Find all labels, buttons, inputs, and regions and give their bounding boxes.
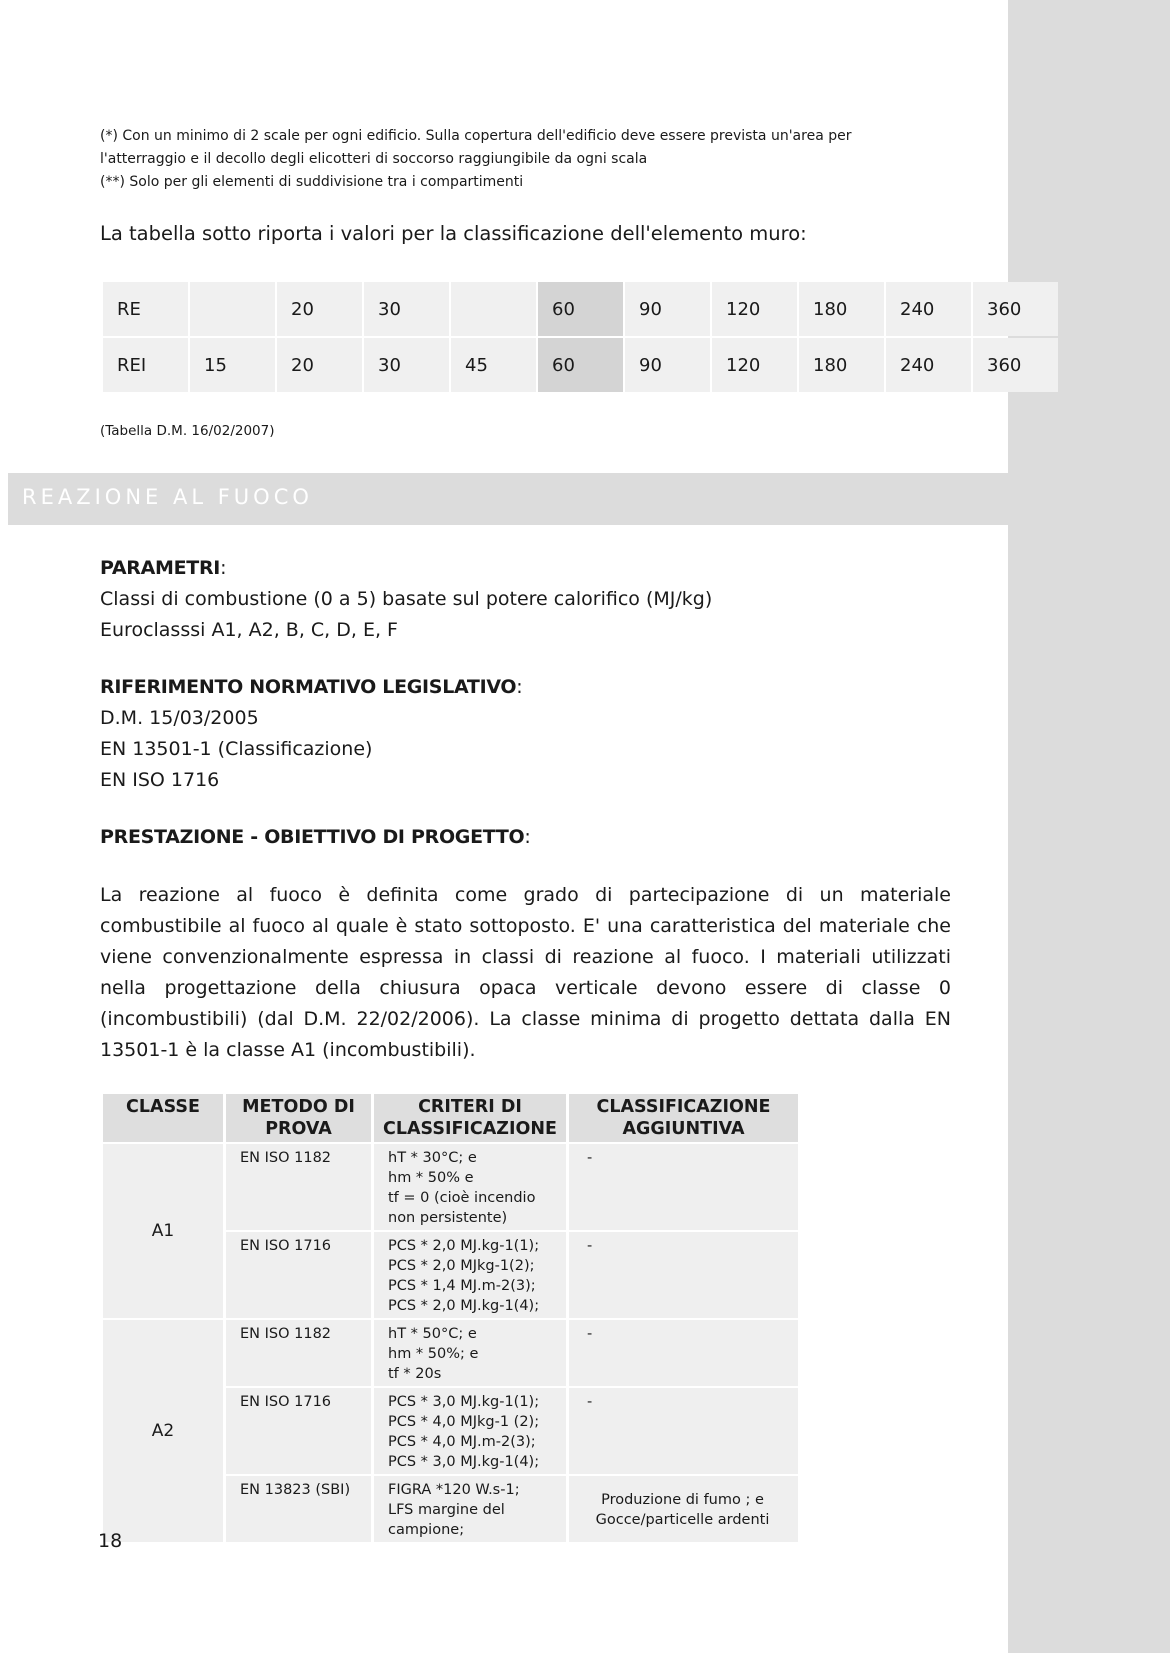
parametri-heading: PARAMETRI [100,557,221,579]
prestazione-block: PRESTAZIONE - OBIETTIVO DI PROGETTO: [100,826,531,848]
header-classe: CLASSE [103,1094,223,1142]
test-method: EN ISO 1716 [226,1388,371,1474]
criteria-cell [374,1144,566,1230]
test-method: EN ISO 1716 [226,1232,371,1318]
durability-table [101,280,1060,394]
table-cell: 90 [625,282,710,336]
table-cell: 30 [364,282,449,336]
header-metodo: METODO DI PROVA [226,1094,371,1142]
criteria-line: hm * 50% e [388,1170,474,1186]
test-method: EN ISO 1182 [226,1320,371,1386]
table-cell: REI [103,338,188,392]
table-cell: 360 [973,282,1058,336]
classification-table [100,1092,801,1544]
prestazione-heading: PRESTAZIONE - OBIETTIVO DI PROGETTO [100,826,525,848]
table-cell: 180 [799,282,884,336]
criteria-line: hm * 50%; e [388,1346,479,1362]
criteria-line: PCS * 4,0 MJ.m-2(3); [388,1434,536,1450]
additional-classification: - [569,1388,798,1474]
table-cell: 20 [277,338,362,392]
criteria-cell [374,1232,566,1318]
table-cell: 240 [886,282,971,336]
criteria-line: PCS * 2,0 MJ.kg-1(4); [388,1298,540,1314]
table-cell: 30 [364,338,449,392]
parametri-block: PARAMETRI: Classi di combustione (0 a 5) basate sul potere calorifico (MJ/kg) Euroclasssi A1, A2, B, C, D, E, F [100,553,712,646]
riferimento-heading: RIFERIMENTO NORMATIVO LEGISLATIVO [100,676,517,698]
parametri-line: Classi di combustione (0 a 5) basate sul potere calorifico (MJ/kg) [100,588,713,610]
table-cell: 240 [886,338,971,392]
criteria-cell [374,1320,566,1386]
table-cell: 60 [538,282,623,336]
criteria-line: tf * 20s [388,1366,442,1382]
additional-classification: - [569,1232,798,1318]
side-band [1008,0,1170,1653]
criteria-line: hT * 50°C; e [388,1326,477,1342]
riferimento-line: EN 13501-1 (Classificazione) [100,738,373,760]
table-cell [451,282,536,336]
criteria-line: hT * 30°C; e [388,1150,477,1166]
header-criteri: CRITERI DI CLASSIFICAZIONE [374,1094,566,1142]
table-cell [190,282,275,336]
table-row [103,1320,798,1386]
class-name: A1 [103,1144,223,1318]
body-paragraph: La reazione al fuoco è definita come grado di partecipazione di un materiale combustibile al fuoco al quale è stato sottoposto. E' una caratteristica del materiale che viene convenzionalmente espressa in classi di reazione al fuoco. I materiali utilizzati nella progettazione della chiusura opaca verticale devono essere di classe 0 (incombustibili) (dal D.M. 22/02/2006). La classe minima di progetto dettata dalla EN 13501-1 è la classe A1 (incombustibili). [100,884,951,1061]
additional-classification: Produzione di fumo ; e Gocce/particelle ardenti [569,1476,798,1542]
criteria-cell [374,1476,566,1542]
footnote-line: (*) Con un minimo di 2 scale per ogni edificio. Sulla copertura dell'edificio deve essere prevista un'area per [100,128,852,144]
criteria-line: LFS margine del campione; [388,1502,505,1538]
criteria-cell [374,1388,566,1474]
criteria-line: PCS * 4,0 MJkg-1 (2); [388,1414,540,1430]
table-caption: (Tabella D.M. 16/02/2007) [100,423,275,439]
table-cell: 90 [625,338,710,392]
table-cell: 15 [190,338,275,392]
class-name: A2 [103,1320,223,1542]
criteria-line: PCS * 3,0 MJ.kg-1(1); [388,1394,540,1410]
criteria-line: tf = 0 (cioè incendio non persistente) [388,1190,536,1226]
additional-classification: - [569,1144,798,1230]
riferimento-block: RIFERIMENTO NORMATIVO LEGISLATIVO: D.M. 15/03/2005 EN 13501-1 (Classificazione) EN ISO 1716 [100,672,523,796]
criteria-line: PCS * 2,0 MJ.kg-1(1); [388,1238,540,1254]
riferimento-line: EN ISO 1716 [100,769,220,791]
table-cell: 180 [799,338,884,392]
footnote-line: (**) Solo per gli elementi di suddivisione tra i compartimenti [100,174,524,190]
criteria-line: PCS * 2,0 MJkg-1(2); [388,1258,535,1274]
page-number: 18 [98,1530,123,1552]
criteria-line: PCS * 1,4 MJ.m-2(3); [388,1278,536,1294]
table-row [103,282,1058,336]
footnotes [100,125,960,194]
table-intro: La tabella sotto riporta i valori per la classificazione dell'elemento muro: [100,222,807,245]
header-aggiuntiva: CLASSIFICAZIONE AGGIUNTIVA [569,1094,798,1142]
table-cell: 60 [538,338,623,392]
parametri-line: Euroclasssi A1, A2, B, C, D, E, F [100,619,398,641]
table-cell: 120 [712,282,797,336]
table-cell: 120 [712,338,797,392]
test-method: EN ISO 1182 [226,1144,371,1230]
additional-classification: - [569,1320,798,1386]
table-cell: 45 [451,338,536,392]
table-cell: 20 [277,282,362,336]
section-title: REAZIONE AL FUOCO [22,485,313,509]
table-row [103,338,1058,392]
table-cell: 360 [973,338,1058,392]
criteria-line: FIGRA *120 W.s-1; [388,1482,520,1498]
test-method: EN 13823 (SBI) [226,1476,371,1542]
criteria-line: PCS * 3,0 MJ.kg-1(4); [388,1454,540,1470]
footnote-line: l'atterraggio e il decollo degli elicotteri di soccorso raggiungibile da ogni scala [100,151,648,167]
table-row [103,1144,798,1230]
table-cell: RE [103,282,188,336]
riferimento-line: D.M. 15/03/2005 [100,707,259,729]
section-header [8,473,1170,525]
